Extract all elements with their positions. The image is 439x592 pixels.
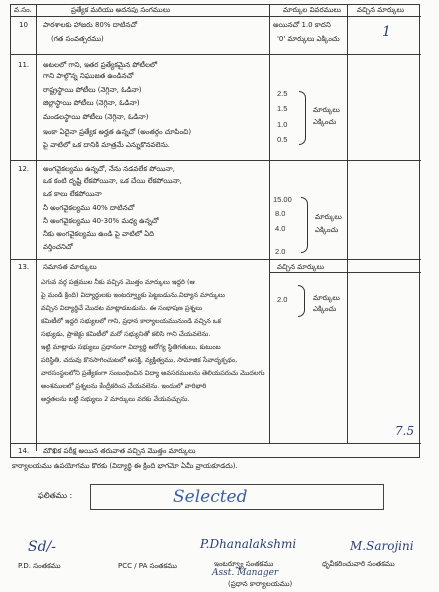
header-sno: వ.సం. bbox=[14, 6, 32, 14]
row11-value: 2.5 bbox=[277, 89, 288, 98]
row11-brace bbox=[299, 91, 306, 145]
row10-marks-line1: అయినచో 1.0 కాదని bbox=[273, 21, 331, 29]
row12-sno: 12. bbox=[18, 165, 30, 173]
row-divider bbox=[269, 272, 421, 273]
row11-line: పై వాటిలో ఒక దానికి మాత్రమే ఎన్నుకొనవలెను. bbox=[43, 141, 171, 149]
row13-marks-note2: ఎక్కించు bbox=[313, 305, 337, 313]
pd-signature-scribble: Sd/- bbox=[28, 539, 56, 555]
column-divider bbox=[269, 5, 270, 443]
row11-value: 1.5 bbox=[277, 104, 288, 113]
row11-marks-note2: ఎక్కించు bbox=[313, 118, 337, 126]
row14-sno: 14. bbox=[18, 447, 30, 455]
row13-marks-note1: మార్కులు bbox=[313, 294, 340, 302]
row12-value: 8.0 bbox=[275, 209, 286, 218]
row13-line: పరిస్థితి, చదువు కొనసాగించుటలో ఆసక్తి, వ్యక్తిత్వము, సామాజిక సేవాదృక్పథం, bbox=[41, 356, 238, 364]
interviewer-signature-label: ఇంటర్వ్యూ సంతకము bbox=[214, 560, 274, 568]
verifier-signature-label: ధృవీకరించువారి సంతకము bbox=[322, 560, 395, 568]
row13-line: వచ్చిన విద్యార్థిచే మొదట మాట్లాడబడును. ఈ సంభాషణ ప్రశ్నలు bbox=[41, 304, 203, 312]
row13-brace bbox=[298, 285, 305, 317]
header-marks-details: మార్కుల వివరములు bbox=[283, 6, 341, 14]
row13-handwritten-total: 7.5 bbox=[395, 424, 415, 438]
row-divider bbox=[11, 259, 421, 260]
row13-value: 2.0 bbox=[277, 295, 288, 304]
pcc-signature-label: PCC / PA సంతకము bbox=[118, 562, 177, 570]
row12-marks-note2: ఎక్కించు bbox=[315, 226, 339, 234]
row13-line: అంశములలో ప్రశ్నలను కేంద్రీకరింప చేయవలెను. ఇందులో వారిభారి bbox=[41, 382, 207, 390]
row11-line: గాని పాల్గొన్న నిఘుజత ఉండినచో bbox=[43, 72, 134, 80]
row12-line: ఒక కాలు లేకపోయినా bbox=[43, 190, 102, 198]
row13-line: అర్హతలను బట్టి సభ్యులు 2 మార్కులు వరకు వేయవచ్చును. bbox=[41, 395, 190, 403]
row12-line: నీకు అంగవైకల్యము ఉండి పై వాటిలో ఏది bbox=[43, 230, 155, 238]
row11-line: జిల్లాస్థాయి పోటీలు (నెగ్గినా, ఓడినా) bbox=[43, 99, 140, 107]
row11-line: మండలస్థాయి పోటీలు (నెగ్గినా, ఓడినా) bbox=[43, 113, 149, 121]
header-awarded: వచ్చిన మార్కులు bbox=[357, 6, 405, 14]
row-divider bbox=[11, 16, 421, 17]
row12-value: 4.0 bbox=[275, 224, 286, 233]
row10-line2: (గత సంవత్సరము) bbox=[51, 35, 104, 43]
row12-line: అంగవైకల్యము ఉన్నచో, నేను నడవలేక పోయినా, bbox=[43, 165, 175, 173]
row11-sno: 11. bbox=[18, 61, 30, 69]
row11-line: రాష్ట్రస్థాయి పోటీలు (నెగ్గినా, ఓడినా) bbox=[43, 86, 142, 94]
row13-sno: 13. bbox=[18, 263, 30, 271]
header-criteria: ప్రత్యేక మరియు అదనపు సంగములు bbox=[71, 6, 171, 14]
row-divider bbox=[11, 160, 421, 161]
row12-brace bbox=[301, 197, 308, 253]
row13-awarded-header: వచ్చిన మార్కులు bbox=[277, 263, 325, 271]
result-box bbox=[90, 484, 384, 510]
row12-line: వర్తించనిచో bbox=[43, 243, 73, 251]
result-label: ఫలితము : bbox=[38, 491, 73, 500]
interviewer-sub-label: (ప్రధాన కార్యాలయము) bbox=[228, 580, 293, 588]
office-use-footnote: కార్యాలయము ఉపయోగము కొరకు (విద్యార్థి ఈ క్రింది భాగమో ఏమీ వ్రాయకూడదు). bbox=[12, 462, 238, 470]
row11-marks-note1: మార్కులు bbox=[313, 106, 340, 114]
row13-line: ఎగువ వర్గ పత్రముల నీకు వచ్చిన మొత్తం మార్కులు ఇద్దరి (ఆ bbox=[41, 278, 195, 286]
column-divider bbox=[347, 5, 348, 443]
row11-line: అటలలో గాని, ఇతర ప్రత్యేకమైన పోటీలలో bbox=[43, 61, 158, 69]
verifier-signature: M.Sarojini bbox=[350, 539, 414, 553]
row-divider bbox=[11, 443, 421, 444]
marks-table bbox=[10, 4, 420, 458]
row12-value: 2.0 bbox=[275, 247, 286, 256]
row13-line: వారసంస్థలలోని ప్రత్యేకంగా సంబంధించిన విద్యా అవసరములను తెలియపరుచు మొదలగు bbox=[41, 369, 265, 377]
result-handwritten: Selected bbox=[173, 487, 248, 507]
interviewer-designation: Asst. Manager bbox=[212, 568, 279, 578]
row13-line: కమిటీలో ఇద్దరి సభ్యులలో గాని, ప్రధాన కార్యాలయమునుండి వచ్చిన ఒక bbox=[41, 317, 222, 325]
interviewer-signature: P.Dhanalakshmi bbox=[200, 537, 297, 551]
row-divider bbox=[11, 54, 421, 55]
row11-line: ఇంకా ఏదైనా ప్రత్యేక అర్హత ఉన్నచో (అంతర్గం చూపించి) bbox=[43, 128, 192, 136]
row10-line1: పారశాలకు హాజరు 80% దాటినచో bbox=[43, 21, 138, 29]
row12-line: ఒక కంటి దృష్టి లేకపోయినా, ఒక చేయి లేకపోయినా, bbox=[43, 177, 182, 185]
row10-sno: 10 bbox=[19, 21, 28, 29]
row13-line: పై మండి క్రింది) విద్యార్థులకు ఇంటర్వ్యూకు పెట్టబడును.విద్యాన మార్కులు bbox=[41, 291, 225, 299]
row12-line: నీ అంగవైకల్యము 40-30% మధ్య ఉన్నచో bbox=[43, 217, 159, 225]
row10-marks-line2: '0' మార్కులు ఎక్కించు bbox=[277, 35, 340, 43]
row11-value: 1.0 bbox=[277, 120, 288, 129]
row12-marks-note1: మార్కులు bbox=[315, 213, 342, 221]
row12-line: నీ అంగవైకల్యము 40% దాటినచో bbox=[43, 204, 135, 212]
row13-line: సభ్యుడు, ప్రాజెక్టు కమిటీలో మరో సభ్యునితో కలిసి గాని చేయవలెను. bbox=[41, 330, 211, 338]
row13-heading: సమానత మార్కులు bbox=[43, 263, 97, 271]
row14-text: మౌఖిక పరీక్ష అయిన తరువాత వచ్చిన మొత్తం మార్కులు bbox=[43, 447, 196, 455]
row10-awarded: 1 bbox=[382, 24, 391, 40]
row12-value: 15.00 bbox=[273, 195, 292, 204]
column-divider bbox=[36, 5, 37, 451]
row11-value: 0.5 bbox=[277, 135, 288, 144]
pd-signature-label: P.D. సంతకము bbox=[18, 562, 61, 570]
row13-line: ఇట్టి మాట్లాడు సభ్యులు ప్రధానంగా విద్యార్థి ఆరోగ్య స్థితిగతులు, కుటుంబ bbox=[41, 343, 221, 351]
